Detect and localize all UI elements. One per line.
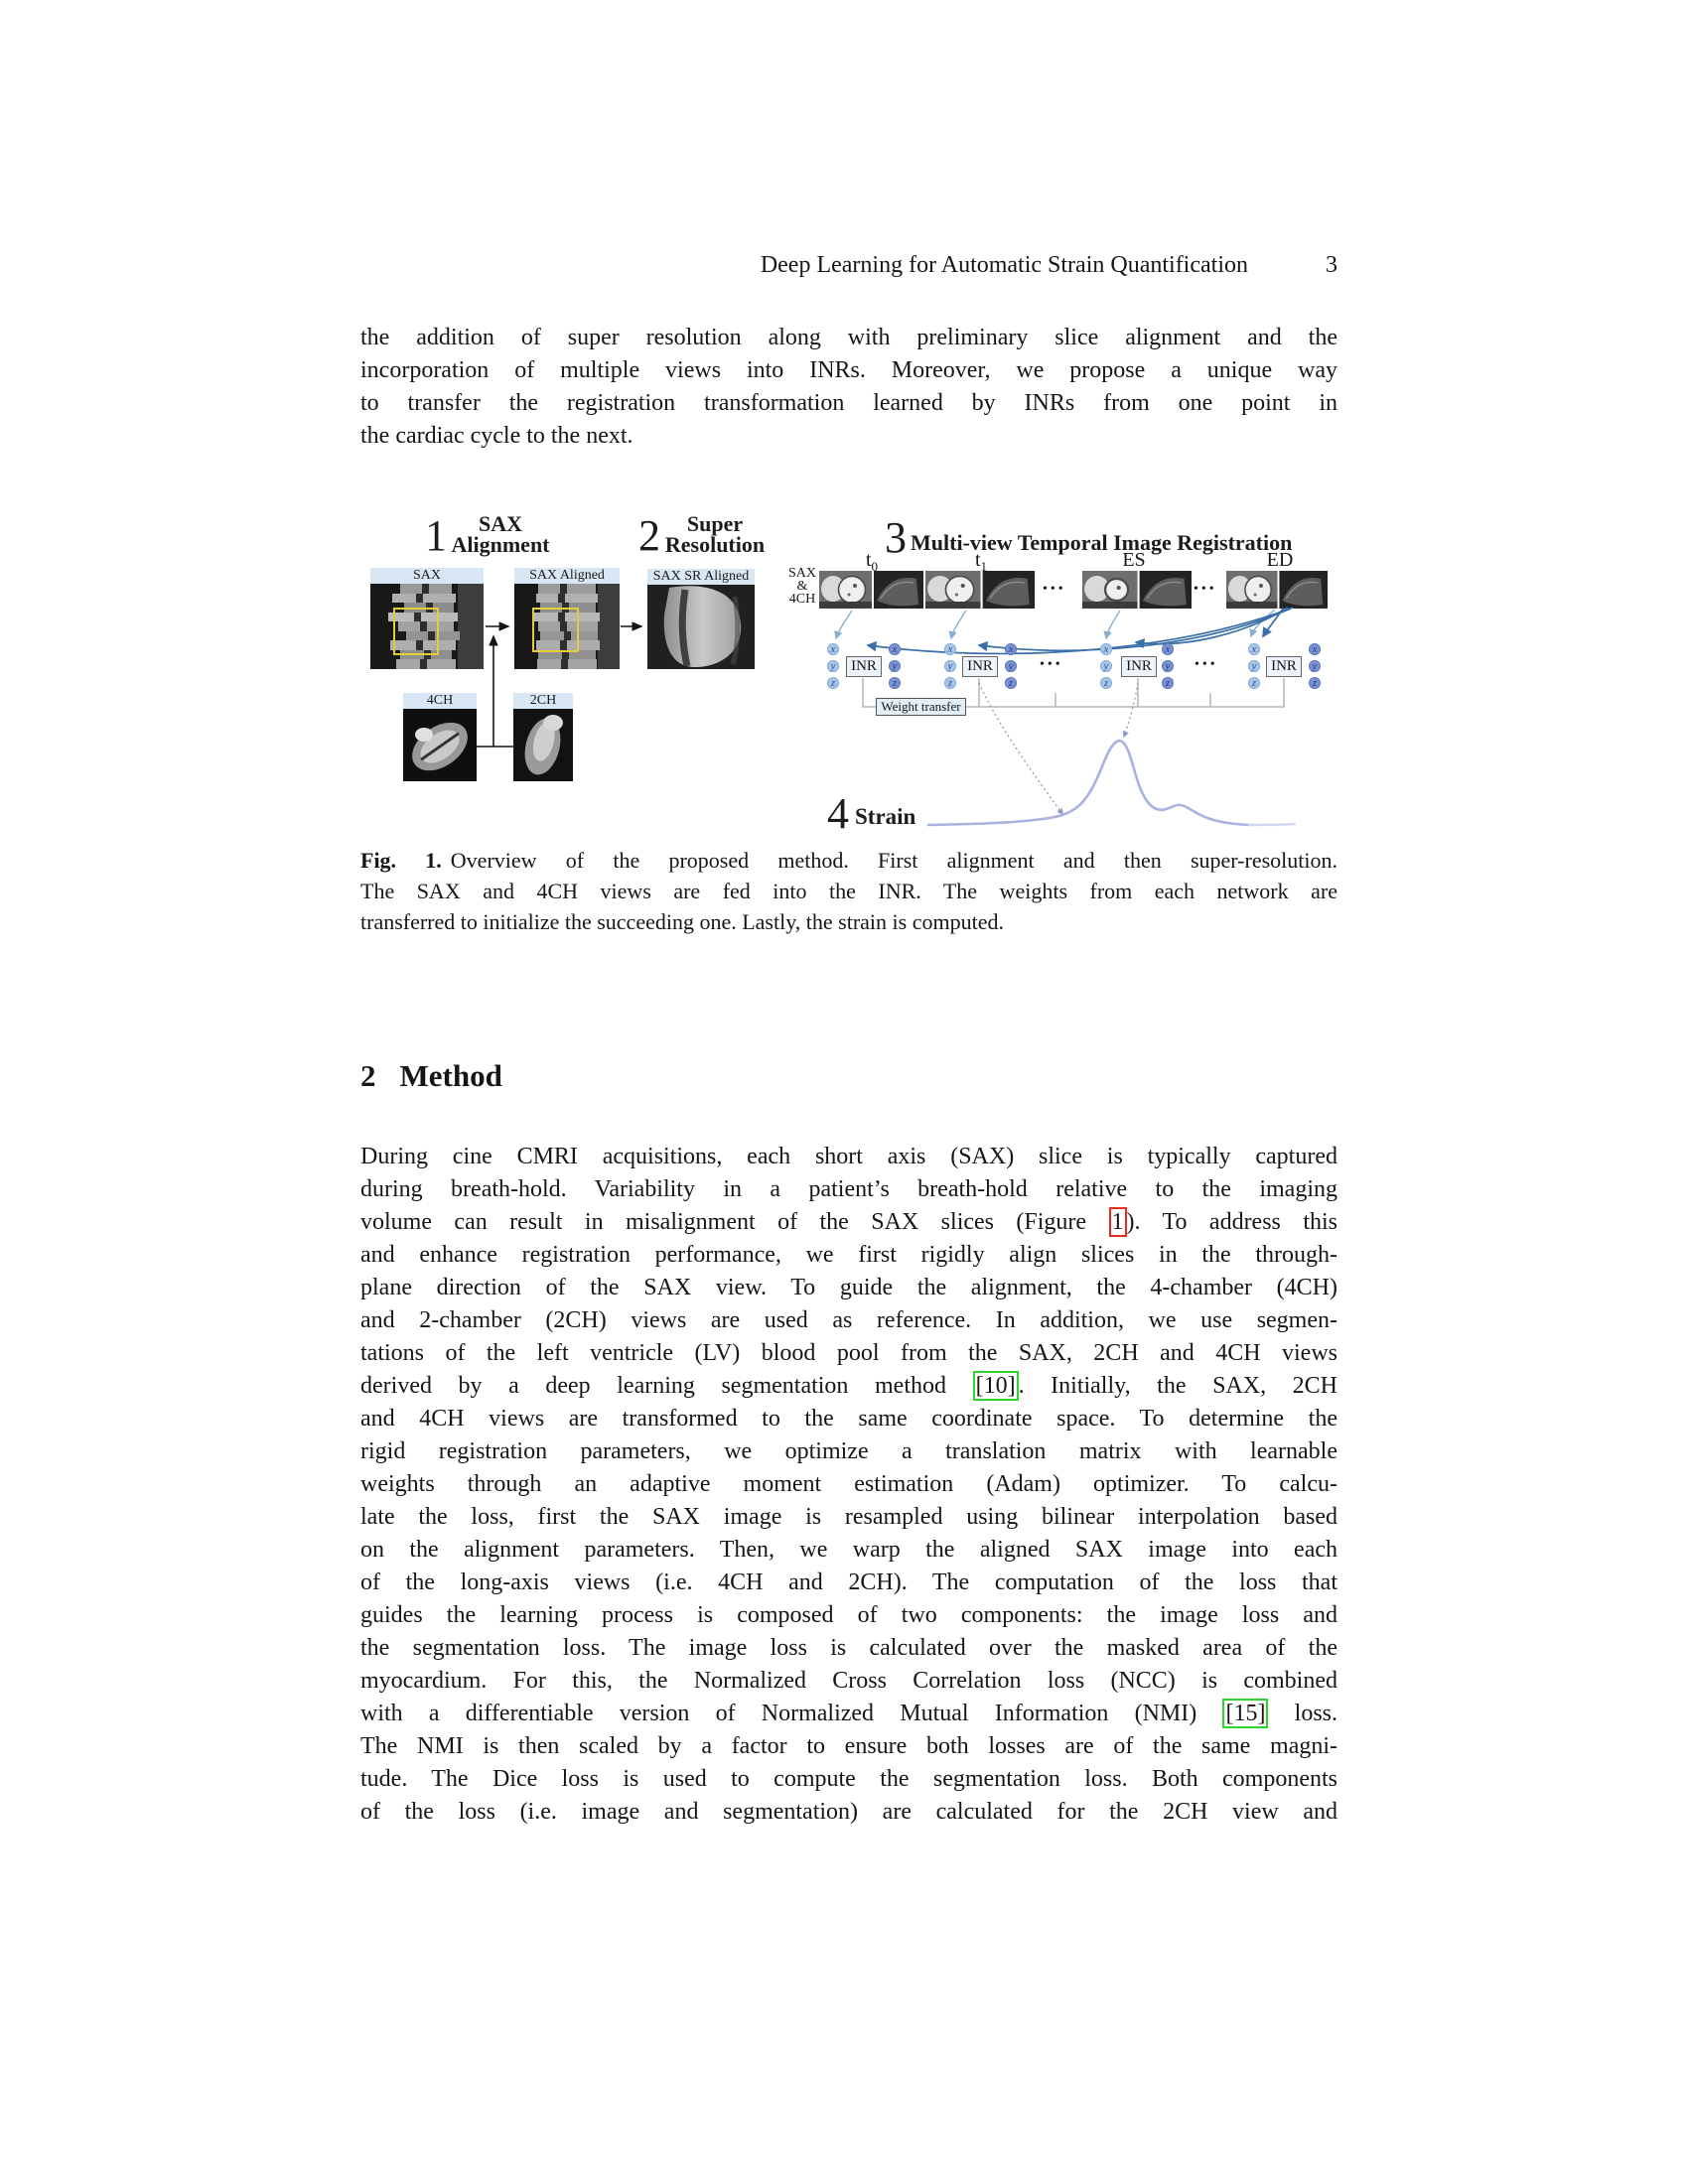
panel-4ch — [403, 693, 477, 781]
inr3-output-nodes — [1162, 643, 1174, 694]
panel-sax-label: SAX — [370, 568, 484, 584]
text-segment: tations of the left ventricle (LV) blood pool from the SAX, 2CH and 4CH views — [360, 1340, 1337, 1366]
text-line — [360, 322, 1337, 354]
text-segment: The NMI is then scaled by a factor to ensure both losses are of the same magni- — [360, 1733, 1337, 1759]
coordinate-node-x: x — [1005, 643, 1017, 655]
panel-2ch-label: 2CH — [513, 693, 573, 709]
mri-pair-es — [1082, 571, 1192, 609]
inr-box-3: INR — [1121, 656, 1157, 677]
page-number: 3 — [1326, 252, 1337, 278]
text-segment: late the loss, first the SAX image is resampled using bilinear interpolation based — [360, 1504, 1337, 1530]
text-line — [360, 1206, 1337, 1239]
inr1-input-nodes — [827, 643, 839, 694]
inr2-output-nodes — [1005, 643, 1017, 694]
coordinate-node-x: x — [1162, 643, 1174, 655]
roi-highlight-box — [532, 608, 579, 652]
ellipsis-inr-1: ••• — [1040, 657, 1063, 672]
coordinate-node-y: y — [1005, 660, 1017, 672]
mri-sax-super-resolution-image — [647, 585, 755, 669]
timepoint-label-es: ES — [1122, 549, 1146, 571]
text-segment: myocardium. For this, the Normalized Cross Correlation loss (NCC) is combined — [360, 1668, 1337, 1694]
panel-sax-aligned-label: SAX Aligned — [514, 568, 620, 584]
coordinate-node-z: z — [1100, 677, 1112, 689]
mri-pair-t1 — [925, 571, 1035, 609]
step-4-number: 4 — [827, 789, 849, 838]
panel-4ch-label: 4CH — [403, 693, 477, 709]
mri-pair-ed — [1226, 571, 1328, 609]
body-paragraph — [360, 1141, 1337, 1829]
text-line — [360, 387, 1337, 420]
text-segment: rigid registration parameters, we optimize a translation matrix with learnable — [360, 1438, 1337, 1464]
text-line — [360, 1337, 1337, 1370]
roi-highlight-box — [393, 608, 439, 655]
text-line — [360, 1468, 1337, 1501]
section-title: Method — [399, 1058, 502, 1093]
intro-paragraph — [360, 322, 1337, 453]
coordinate-node-z: z — [827, 677, 839, 689]
mri-4ch-image — [403, 709, 477, 781]
running-head — [360, 252, 1337, 279]
text-line — [360, 1435, 1337, 1468]
text-line — [360, 1534, 1337, 1567]
text-segment: of the long-axis views (i.e. 4CH and 2CH). The computation of the loss that — [360, 1570, 1337, 1595]
coordinate-node-x: x — [1248, 643, 1260, 655]
text-line — [360, 420, 1337, 453]
caption-label: Fig. 1. — [360, 848, 442, 873]
text-segment: ). To address this — [1126, 1209, 1337, 1235]
panel-sax — [370, 568, 484, 669]
text-segment: derived by a deep learning segmentation method — [360, 1373, 973, 1399]
inr-box-4: INR — [1266, 656, 1302, 677]
coordinate-node-x: x — [944, 643, 956, 655]
weight-transfer-box: Weight transfer — [876, 698, 966, 716]
text-line — [360, 1599, 1337, 1632]
text-line — [360, 1796, 1337, 1829]
text-line — [360, 1632, 1337, 1665]
coordinate-node-z: z — [1162, 677, 1174, 689]
text-segment: loss. — [1268, 1701, 1337, 1726]
text-segment: to transfer the registration transformation learned by INRs from one point in — [360, 390, 1337, 416]
text-line — [360, 1763, 1337, 1796]
step-1-number: 1 — [425, 511, 447, 560]
coordinate-node-x: x — [889, 643, 901, 655]
panel-sax-sr-aligned — [647, 569, 755, 669]
coordinate-node-z: z — [944, 677, 956, 689]
text-segment: during breath-hold. Variability in a patient’s breath-hold relative to the imaging — [360, 1176, 1337, 1202]
section-number: 2 — [360, 1058, 376, 1093]
text-line — [360, 906, 1337, 937]
text-line — [360, 1141, 1337, 1173]
figure-caption — [360, 845, 1337, 937]
text-segment: transferred to initialize the succeeding one. Lastly, the strain is computed. — [360, 909, 1004, 934]
text-line — [360, 1370, 1337, 1403]
text-line — [360, 1403, 1337, 1435]
text-line — [360, 354, 1337, 387]
text-segment: weights through an adaptive moment estimation (Adam) optimizer. To calcu- — [360, 1471, 1337, 1497]
text-line — [360, 1304, 1337, 1337]
text-segment: plane direction of the SAX view. To guide the alignment, the 4-chamber (4CH) — [360, 1275, 1337, 1300]
panel-sax-aligned — [514, 568, 620, 669]
ellipsis-inr-2: ••• — [1195, 657, 1218, 672]
text-segment: of the loss (i.e. image and segmentation) are calculated for the 2CH view and — [360, 1799, 1337, 1825]
coordinate-node-z: z — [1248, 677, 1260, 689]
text-segment: the addition of super resolution along with preliminary slice alignment and the — [360, 325, 1337, 350]
citation-link[interactable]: [15] — [1222, 1699, 1268, 1728]
multiview-input-label: SAX & 4CH — [787, 566, 816, 607]
text-line — [360, 1272, 1337, 1304]
text-segment: guides the learning process is composed of two components: the image loss and — [360, 1602, 1337, 1628]
inr-box-2: INR — [962, 656, 998, 677]
coordinate-node-x: x — [1100, 643, 1112, 655]
coordinate-node-z: z — [1005, 677, 1017, 689]
coordinate-node-x: x — [827, 643, 839, 655]
inr2-input-nodes — [944, 643, 956, 694]
panel-2ch — [513, 693, 573, 781]
figure-reference-link[interactable]: 1 — [1109, 1207, 1127, 1237]
step-4-title: Strain — [855, 804, 916, 829]
text-segment: the segmentation loss. The image loss is calculated over the masked area of the — [360, 1635, 1337, 1661]
text-segment: and enhance registration performance, we first rigidly align slices in the through- — [360, 1242, 1337, 1268]
ellipsis-pairs-1: ••• — [1043, 582, 1066, 597]
text-line — [360, 1239, 1337, 1272]
step-3-number: 3 — [885, 513, 907, 562]
step-2-number: 2 — [638, 511, 660, 560]
inr4-output-nodes — [1309, 643, 1321, 694]
text-segment: incorporation of multiple views into INRs. Moreover, we propose a unique way — [360, 357, 1337, 383]
text-segment: with a differentiable version of Normalized Mutual Information (NMI) — [360, 1701, 1223, 1726]
mri-2ch-image — [513, 709, 573, 781]
section-heading — [360, 1058, 502, 1094]
coordinate-node-y: y — [827, 660, 839, 672]
coordinate-node-y: y — [1309, 660, 1321, 672]
coordinate-node-z: z — [1309, 677, 1321, 689]
text-line — [360, 1730, 1337, 1763]
strain-curve — [928, 741, 1249, 825]
step-1-title: SAX Alignment — [451, 511, 550, 557]
coordinate-node-y: y — [1162, 660, 1174, 672]
text-line — [360, 1567, 1337, 1599]
text-line — [360, 1173, 1337, 1206]
timepoint-label-t0: $t_0$ — [865, 549, 879, 574]
text-segment: tude. The Dice loss is used to compute the segmentation loss. Both components — [360, 1766, 1337, 1792]
text-segment: the cardiac cycle to the next. — [360, 423, 633, 449]
coordinate-node-y: y — [1248, 660, 1260, 672]
text-segment: volume can result in misalignment of the SAX slices (Figure — [360, 1209, 1109, 1235]
inr1-output-nodes — [889, 643, 901, 694]
text-segment: and 4CH views are transformed to the same coordinate space. To determine the — [360, 1406, 1337, 1432]
coordinate-node-y: y — [1100, 660, 1112, 672]
timepoint-label-t1: $t_1$ — [974, 549, 988, 574]
text-segment: . Initially, the SAX, 2CH — [1018, 1373, 1337, 1399]
text-segment: The SAX and 4CH views are fed into the INR. The weights from each network are — [360, 879, 1337, 903]
coordinate-node-y: y — [944, 660, 956, 672]
coordinate-node-x: x — [1309, 643, 1321, 655]
text-line — [360, 845, 1337, 876]
ellipsis-pairs-2: ••• — [1194, 582, 1217, 597]
running-head-title: Deep Learning for Automatic Strain Quantification — [760, 252, 1248, 278]
text-segment: Overview of the proposed method. First alignment and then super-resolution. — [450, 848, 1337, 873]
citation-link[interactable]: [10] — [973, 1371, 1019, 1401]
step-2-title: Super Resolution — [664, 511, 766, 557]
inr3-input-nodes — [1100, 643, 1112, 694]
figure-1 — [0, 496, 1688, 844]
coordinate-node-z: z — [889, 677, 901, 689]
text-segment: During cine CMRI acquisitions, each short axis (SAX) slice is typically captured — [360, 1144, 1337, 1169]
text-line — [360, 1698, 1337, 1730]
inr4-input-nodes — [1248, 643, 1260, 694]
text-segment: and 2-chamber (2CH) views are used as reference. In addition, we use segmen- — [360, 1307, 1337, 1333]
text-line — [360, 1501, 1337, 1534]
step-3-title: Multi-view Temporal Image Registration — [911, 530, 1293, 555]
coordinate-node-y: y — [889, 660, 901, 672]
panel-sax-sr-aligned-label: SAX SR Aligned — [647, 569, 755, 585]
inr-box-1: INR — [846, 656, 882, 677]
timepoint-label-ed: ED — [1266, 549, 1294, 571]
text-segment: on the alignment parameters. Then, we warp the aligned SAX image into each — [360, 1537, 1337, 1563]
mri-pair-t0 — [819, 571, 923, 609]
text-line — [360, 1665, 1337, 1698]
text-line — [360, 876, 1337, 906]
